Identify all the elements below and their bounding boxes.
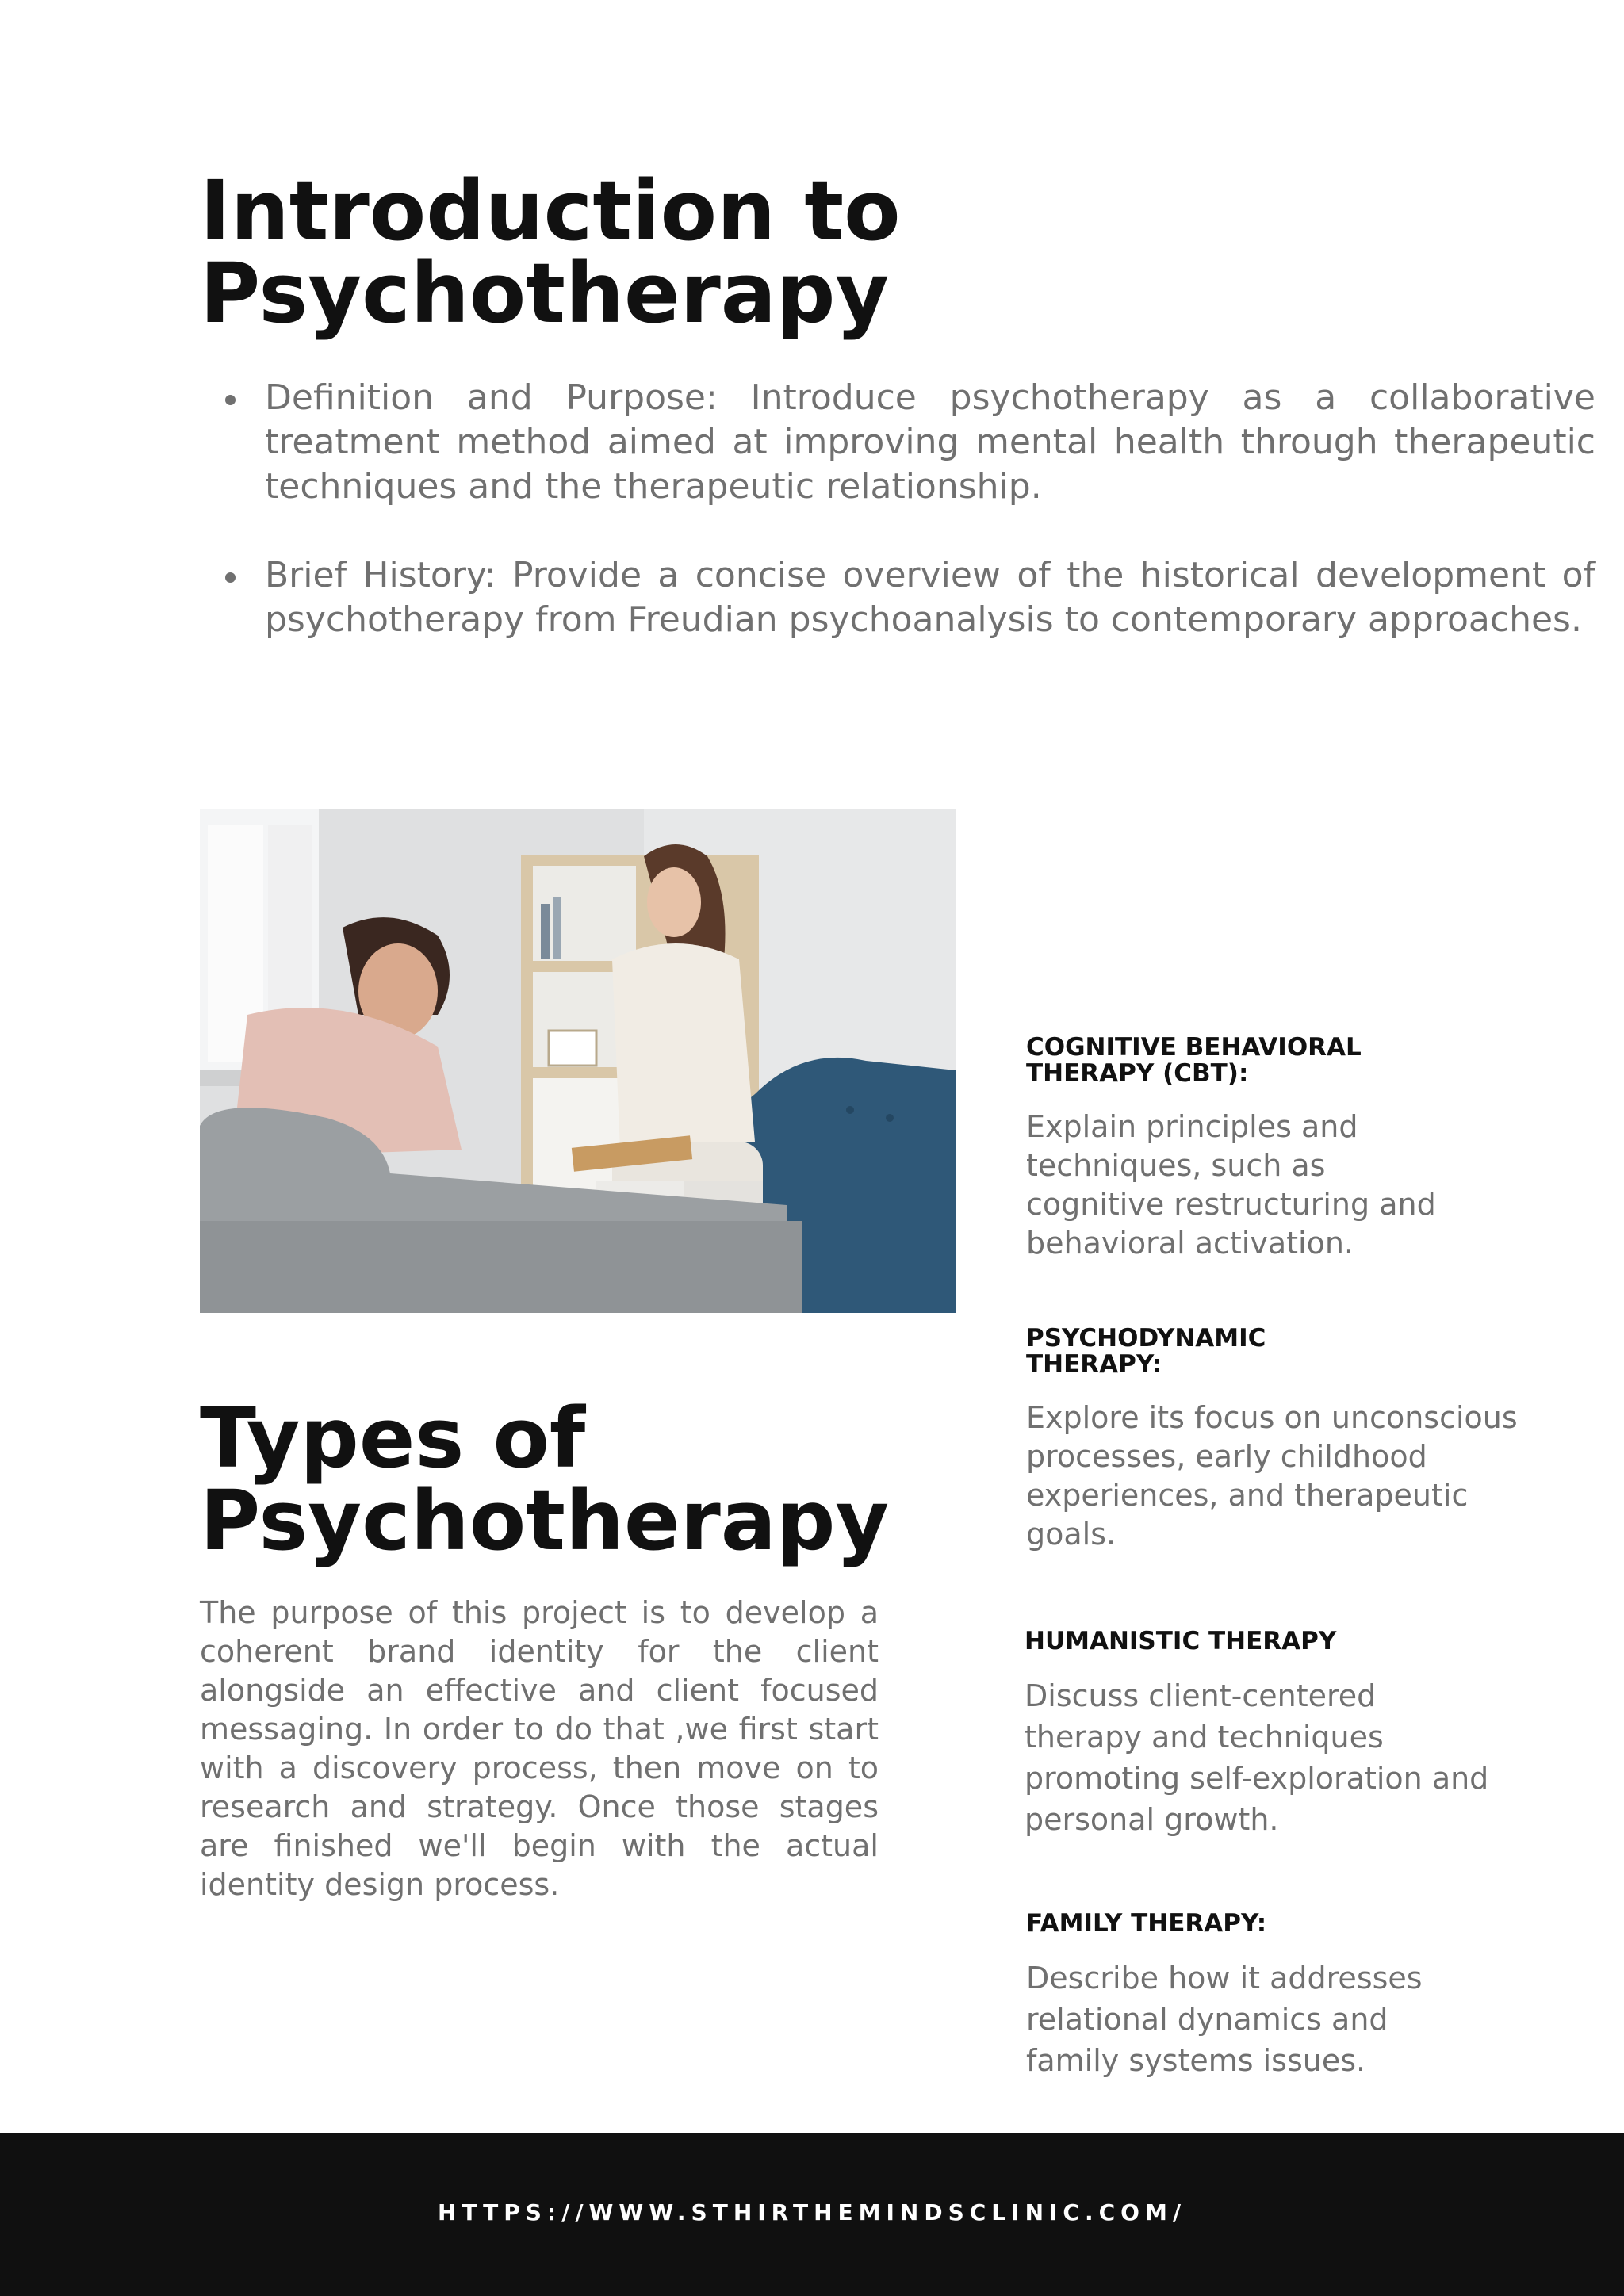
therapy-description: Explore its focus on unconscious processes, early childhood experiences, and therapeutic goals.	[1026, 1400, 1518, 1552]
list-item	[200, 376, 1595, 509]
therapy-session-illustration	[200, 809, 956, 1313]
bullet-dot-icon	[225, 395, 236, 405]
bullet-dot-icon	[225, 572, 236, 583]
types-title-line1: Types of	[200, 1390, 586, 1487]
list-item	[200, 553, 1595, 642]
intro-title	[200, 163, 901, 342]
types-title	[200, 1390, 890, 1569]
therapy-cbt	[1026, 1035, 1470, 1263]
therapy-humanistic	[1025, 1628, 1500, 1840]
therapy-description: Explain principles and techniques, such as cognitive restructuring and behavioral activation.	[1026, 1109, 1436, 1261]
footer-bar	[0, 2133, 1624, 2296]
therapy-heading: COGNITIVE BEHAVIORAL THERAPY (CBT):	[1026, 1033, 1362, 1088]
intro-title-line1: Introduction to	[200, 163, 901, 259]
therapy-heading: FAMILY THERAPY:	[1026, 1909, 1267, 1938]
therapy-heading: HUMANISTIC THERAPY	[1025, 1627, 1337, 1655]
therapy-family	[1026, 1911, 1486, 2081]
types-title-line2: Psychotherapy	[200, 1472, 890, 1569]
footer-website-link[interactable]: HTTPS://WWW.STHIRTHEMINDSCLINIC.COM/	[437, 2199, 1187, 2225]
therapy-description: Discuss client-centered therapy and techniques promoting self-exploration and personal growth.	[1025, 1678, 1489, 1837]
therapy-session-photo	[200, 809, 956, 1313]
therapy-heading: PSYCHODYNAMIC THERAPY:	[1026, 1324, 1266, 1379]
therapy-description: Describe how it addresses relational dynamics and family systems issues.	[1026, 1961, 1423, 2078]
therapy-psychodynamic	[1026, 1326, 1534, 1554]
intro-title-line2: Psychotherapy	[200, 245, 890, 342]
bullet-text: Brief History: Provide a concise overview of the historical development of psychotherapy from Freudian psychoanalysis to contemporary approaches.	[265, 555, 1595, 640]
types-description: The purpose of this project is to develop a coherent brand identity for the client alongside an effective and client focused messaging. In order to do that ,we first start with a discovery process, then move on to research and strategy. Once those stages are finished we'll begin with the actual identity design process.	[200, 1595, 879, 1902]
bullet-text: Definition and Purpose: Introduce psychotherapy as a collaborative treatment method aimed at improving mental health through therapeutic techniques and the therapeutic relationship.	[265, 377, 1595, 507]
intro-bullet-list	[200, 376, 1595, 687]
